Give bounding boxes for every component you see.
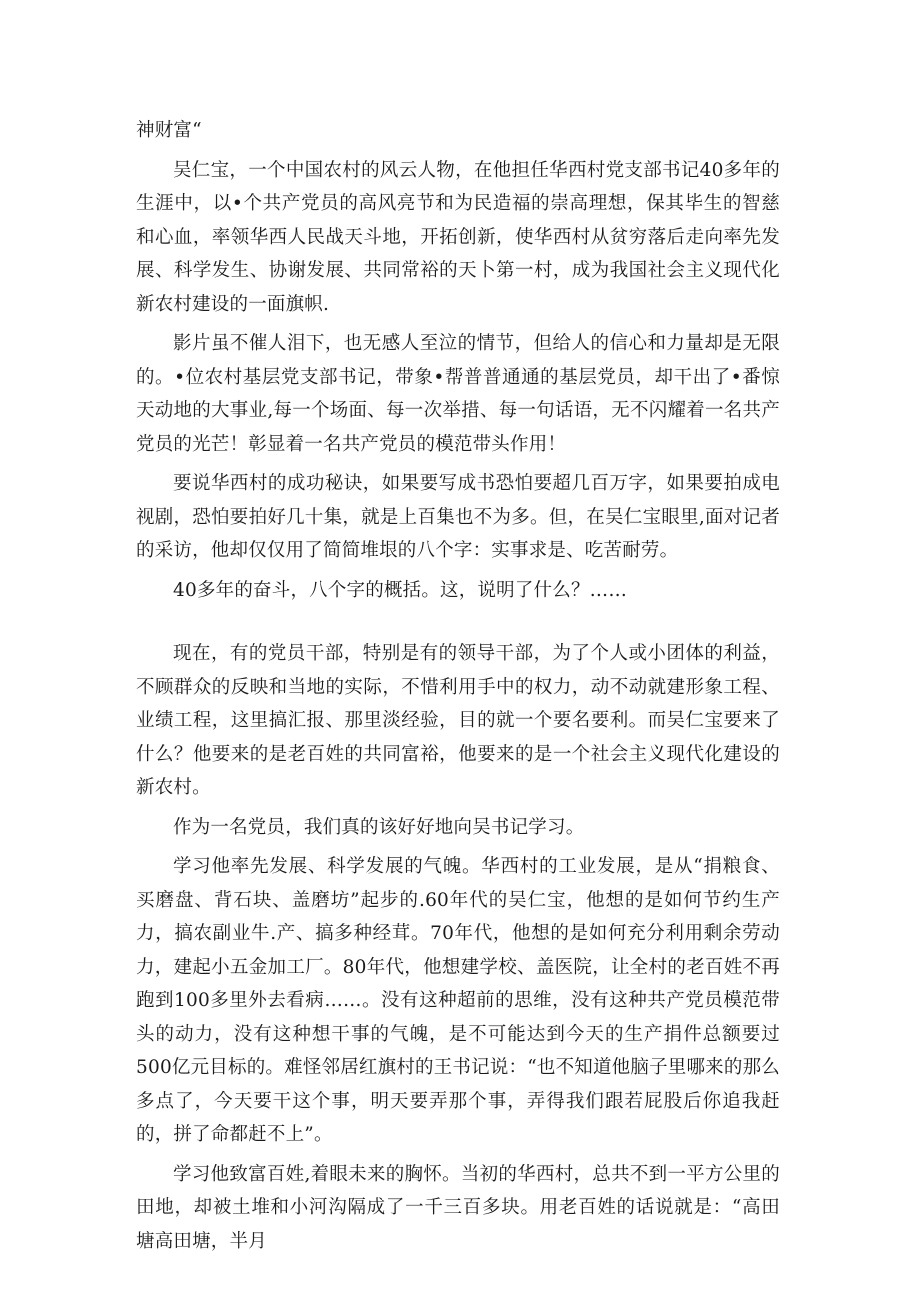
paragraph-continuation: 神财富“ [136,120,202,141]
paragraph-cadre-critique: 现在，有的党员干部，特别是有的领导干部，为了个人或小团体的利益，不顾群众的反映和当地的实际，不惜利用手中的权力，动不动就建形象工程、业绩工程，这里搞汇报、那里淡经验，目的就一个要名要利。而吴仁宝要来了什么？他要来的是老百姓的共同富裕，他要来的是一个社会主义现代化建设的新农村。 [136,643,780,798]
paragraph-forty-years: 40多年的奋斗，八个字的概括。这，说明了什么？…… [173,579,628,601]
paragraph-learn-prosperity: 学习他致富百姓,着眼未来的胸怀。当初的华西村，总共不到一平方公里的田地，却被土堆和小河沟隔成了一千三百多块。用老百姓的话说就是：“高田塘高田塘，半月 [136,1163,780,1252]
paragraph-learn-from-secretary: 作为一名党员，我们真的该好好地向吴书记学习。 [173,816,585,838]
paragraph-film-impression: 影片虽不催人泪下，也无感人至泣的情节，但给人的信心和力量却是无限的。•位农村基层党支部书记，带象•帮普普通通的基层党员，却干出了•番惊天动地的大事业,每一个场面、每一次举措、每一句话语，无不闪耀着一名共产党员的光芒！彰显着一名共产党员的模范带头作用！ [136,333,780,455]
paragraph-learn-development: 学习他率先发展、科学发展的气魄。华西村的工业发展，是从“捐粮食、买磨盘、背石块、盖磨坊”起步的.60年代的吴仁宝，他想的是如何节约生产力，搞农副业牛.产、搞多种经茸。70年代，他想的是如何充分利用剩余劳动力，建起小五金加工厂。80年代，他想建学校、盖医院，让全村的老百姓不再跑到100多里外去看病……。没有这种超前的思维，没有这种共产党员模范带头的动力，没有这种想干事的气魄，是不可能达到今天的生产捐件总额要过500亿元目标的。难怪邻居红旗村的王书记说：“也不知道他脑子里哪来的那么多点了，今天要干这个事，明天要弄那个事，弄得我们跟若屁股后你追我赶的，拼了命都赶不上”。 [136,856,780,1145]
paragraph-intro-wu-renbao: 吴仁宝，一个中国农村的风云人物，在他担任华西村党支部书记40多年的生涯中，以•个共产党员的高风亮节和为民造福的崇高理想，保其毕生的智慈和心血，率领华西人民战天斗地，开拓创新，使华西村从贫穷落后走向率先发展、科学发生、协谢发展、共同常裕的天卜第一村，成为我国社会主义现代化新农村建设的一面旗帜. [136,159,780,315]
paragraph-success-secret: 要说华西村的成功秘诀，如果要写成书恐怕要超几百万字，如果要拍成电视剧，恐怕要拍好几十集，就是上百集也不为多。但，在吴仁宝眼里,面对记者的采访，他却仅仅用了简简堆垠的八个字：实事求是、吃苦耐劳。 [136,473,780,561]
document-body [136,114,780,1258]
